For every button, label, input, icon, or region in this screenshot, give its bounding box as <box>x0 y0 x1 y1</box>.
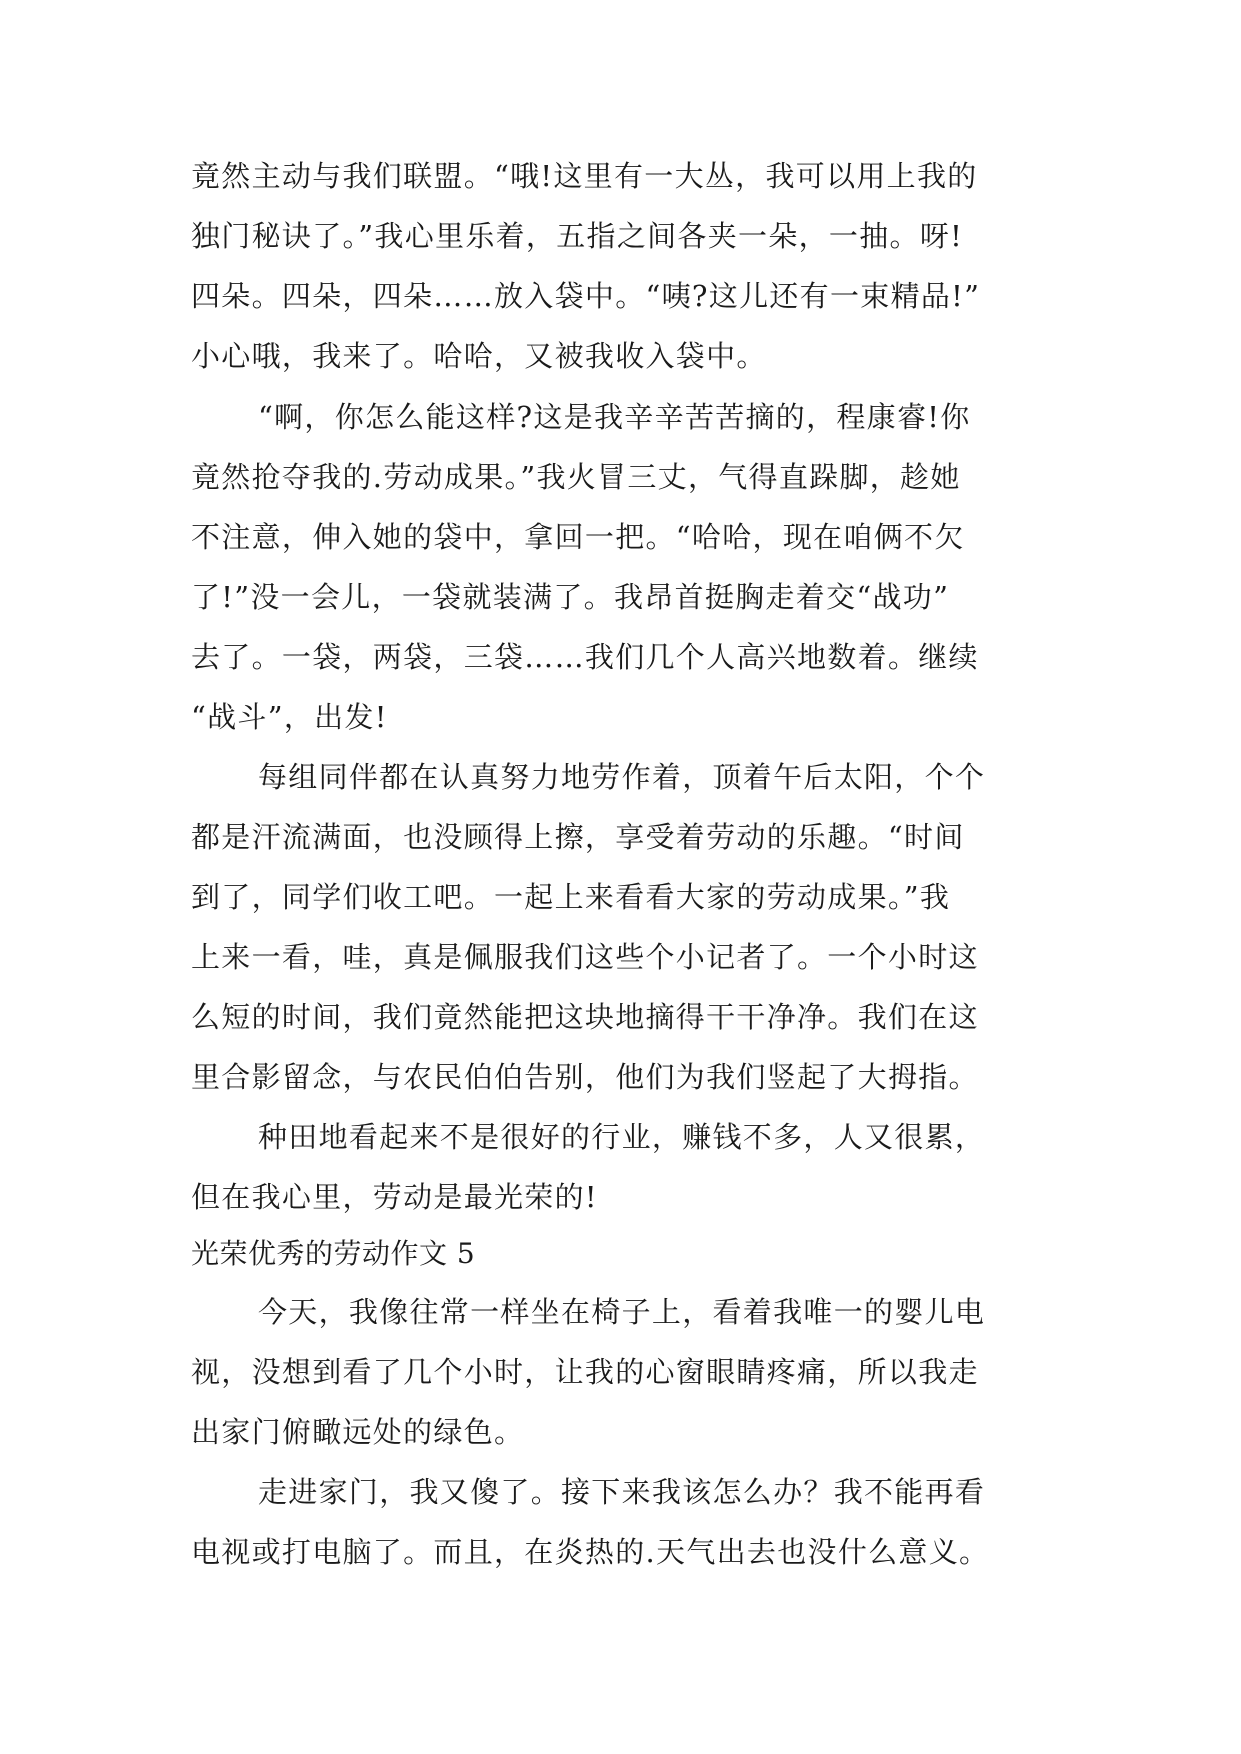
paragraph-line: 每组同伴都在认真努力地劳作着，顶着午后太阳，个个 <box>258 760 986 794</box>
paragraph-line: 独门秘诀了。”我心里乐着，五指之间各夹一朵，一抽。呀! <box>191 219 964 253</box>
paragraph-line: 出家门俯瞰远处的绿色。 <box>191 1415 525 1449</box>
paragraph-line: 不注意，伸入她的袋中，拿回一把。“哈哈，现在咱俩不欠 <box>191 520 965 554</box>
paragraph-line: 都是汗流满面，也没顾得上擦，享受着劳动的乐趣。“时间 <box>191 820 965 854</box>
paragraph-line: 小心哦，我来了。哈哈，又被我收入袋中。 <box>191 339 767 373</box>
paragraph-line: 走进家门，我又傻了。接下来我该怎么办？我不能再看 <box>258 1475 986 1509</box>
paragraph-line: “战斗”，出发! <box>191 700 388 734</box>
paragraph-line: 去了。一袋，两袋，三袋……我们几个人高兴地数着。继续 <box>191 640 979 674</box>
paragraph-line: 里合影留念，与农民伯伯告别，他们为我们竖起了大拇指。 <box>191 1060 979 1094</box>
paragraph-line: 么短的时间，我们竟然能把这块地摘得干干净净。我们在这 <box>191 1000 979 1034</box>
paragraph-line: 电视或打电脑了。而且，在炎热的.天气出去也没什么意义。 <box>191 1535 990 1569</box>
paragraph-line: 视，没想到看了几个小时，让我的心窗眼睛疼痛，所以我走 <box>191 1355 979 1389</box>
paragraph-line: “啊，你怎么能这样?这是我辛辛苦苦摘的，程康睿!你 <box>258 400 971 434</box>
paragraph-line: 竟然主动与我们联盟。“哦!这里有一大丛，我可以用上我的 <box>191 159 978 193</box>
paragraph-line: 了!”没一会儿，一袋就装满了。我昂首挺胸走着交“战功” <box>191 580 950 614</box>
paragraph-line: 到了，同学们收工吧。一起上来看看大家的劳动成果。”我 <box>191 880 951 914</box>
paragraph-line: 今天，我像往常一样坐在椅子上，看着我唯一的婴儿电 <box>258 1295 986 1329</box>
paragraph-line: 竟然抢夺我的.劳动成果。”我火冒三丈，气得直跺脚，趁她 <box>191 460 961 494</box>
paragraph-line: 种田地看起来不是很好的行业，赚钱不多，人又很累， <box>258 1120 986 1154</box>
section-heading: 光荣优秀的劳动作文 5 <box>191 1237 476 1270</box>
paragraph-line: 四朵。四朵，四朵……放入袋中。“咦?这儿还有一束精品!” <box>191 279 981 313</box>
paragraph-line: 但在我心里，劳动是最光荣的! <box>191 1180 598 1214</box>
paragraph-line: 上来一看，哇，真是佩服我们这些个小记者了。一个小时这 <box>191 940 979 974</box>
